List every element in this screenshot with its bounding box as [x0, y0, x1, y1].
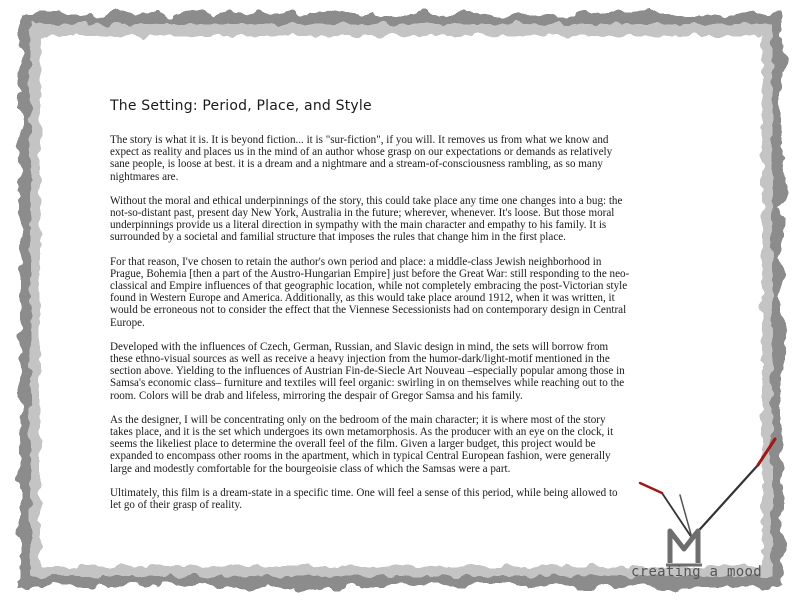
monogram-mark — [666, 531, 702, 565]
creating-a-mood-logo — [600, 425, 790, 575]
document-body — [110, 134, 630, 523]
paragraph-2: Without the moral and ethical underpinnings of the story, this could take place any time one changes into a bug: the not-so-distant past, present day New York, Australia in the future; wherever, whenever. It's loose. But those moral underpinnings provide us a literal direction in sympathy with the main character and empathy to his family. It is surrounded by a societal and familial structure that imposes the rules that change him in the first place. — [110, 194, 623, 244]
stick-right — [692, 465, 758, 538]
stick-center — [680, 495, 692, 538]
paragraph-5: As the designer, I will be concentrating only on the bedroom of the main character; it is where most of the story takes place, and it is the set which undergoes its own metamorphosis. As the producer with an eye on the clock, it seems the likeliest place to determine the overall feel of the film. Given a larger budget, this project would be expanded to encompass other rooms in the apartment, which in typical Central European fashion, were generally large and modestly comfortable for the bourgeoisie class of which the Samsas were a part. — [110, 413, 614, 475]
stick-right-tip — [758, 439, 775, 465]
tagline: creating a mood — [631, 564, 762, 580]
paragraph-4: Developed with the influences of Czech, German, Russian, and Slavic design in mind, the sets will borrow from these ethno-visual sources as well as receive a heavy injection from the humor-dark/light-motif mentioned in the section above. Yielding to the influences of Austrian Fin-de-Siecle Art Nouveau –especially popular among those in Samsa's economic class– furniture and textiles will feel organic: swirling in on themselves while reaching out to the room. Colors will be drab and lifeless, mirroring the despair of Gregor Samsa and his family. — [110, 340, 625, 402]
paragraph-3: For that reason, I've chosen to retain the author's own period and place: a middle-class Jewish neighborhood in Prague, Bohemia [then a part of the Austro-Hungarian Empire] just before the Great War: still responding to the neo-classical and Empire influences of that geographic location, while not completely embracing the post-Victorian style found in Western Europe and America. Additionally, as this would take place around 1912, when it was written, it would be erroneous not to consider the effect that the Viennese Secessionists had on contemporary design in Central Europe. — [110, 255, 630, 329]
paragraph-1: The story is what it is. It is beyond fiction... it is "sur-fiction", if you will. It removes us from what we know and expect as reality and places us in the mind of an author whose grasp on our expectations or demands as relatively sane people, is loose at best. it is a dream and a nightmare and a stream-of-consciousness rambling, as so many nightmares are. — [110, 134, 613, 183]
stick-left — [662, 493, 692, 538]
paragraph-6: Ultimately, this film is a dream-state in a specific time. One will feel a sense of this period, while being allowed to let go of their grasp of reality. — [110, 486, 618, 512]
page-title: The Setting: Period, Place, and Style — [110, 98, 372, 114]
logo-sticks — [640, 439, 775, 538]
stick-left-tip — [640, 483, 662, 493]
